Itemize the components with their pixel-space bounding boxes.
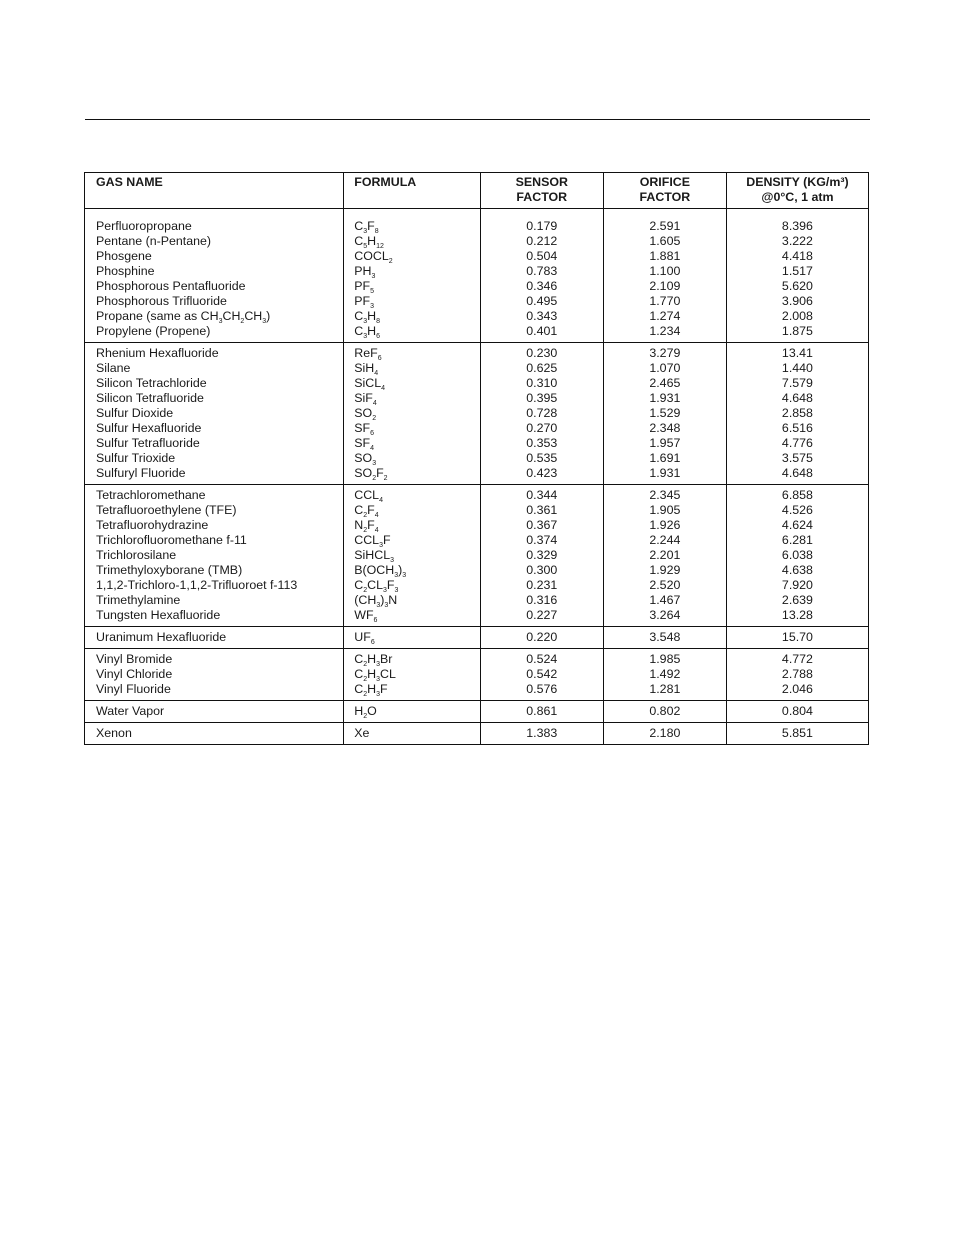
cell-density: 1.875 (726, 324, 868, 343)
header-orifice-line1: ORIFICE (639, 175, 690, 189)
cell-density: 1.440 (726, 361, 868, 376)
row-group (85, 209, 869, 343)
cell-sensor-factor: 0.230 (480, 343, 603, 362)
cell-sensor-factor: 0.783 (480, 264, 603, 279)
cell-gas-name: Tetrafluorohydrazine (85, 518, 344, 533)
cell-sensor-factor: 1.383 (480, 723, 603, 745)
cell-gas-name: Water Vapor (85, 701, 344, 723)
cell-orifice-factor: 2.591 (603, 209, 726, 235)
cell-formula: SiF$_4$ (344, 391, 480, 406)
cell-sensor-factor: 0.423 (480, 466, 603, 485)
cell-sensor-factor: 0.367 (480, 518, 603, 533)
cell-orifice-factor: 2.348 (603, 421, 726, 436)
cell-gas-name: Sulfur Dioxide (85, 406, 344, 421)
table-row (85, 649, 869, 668)
cell-gas-name: Silicon Tetrafluoride (85, 391, 344, 406)
table-row (85, 234, 869, 249)
row-group (85, 485, 869, 627)
cell-sensor-factor: 0.179 (480, 209, 603, 235)
gas-factor-table (84, 172, 869, 745)
cell-gas-name: Silane (85, 361, 344, 376)
cell-density: 4.418 (726, 249, 868, 264)
cell-formula: $C_3F_8$ (344, 209, 480, 235)
header-sensor-line1: SENSOR (515, 175, 568, 189)
cell-formula: $PF_3$ (344, 294, 480, 309)
cell-orifice-factor: 3.279 (603, 343, 726, 362)
table-row (85, 667, 869, 682)
cell-gas-name: Phosphine (85, 264, 344, 279)
cell-sensor-factor: 0.270 (480, 421, 603, 436)
cell-gas-name: Perfluoropropane (85, 209, 344, 235)
cell-formula: $CCL_3F$ (344, 533, 480, 548)
cell-sensor-factor: 0.300 (480, 563, 603, 578)
cell-formula: $SO_2F_2$ (344, 466, 480, 485)
cell-gas-name: Vinyl Bromide (85, 649, 344, 668)
header-sensor-factor (480, 173, 603, 209)
cell-sensor-factor: 0.728 (480, 406, 603, 421)
cell-density: 4.648 (726, 466, 868, 485)
cell-sensor-factor: 0.361 (480, 503, 603, 518)
table-row (85, 421, 869, 436)
cell-density: 6.516 (726, 421, 868, 436)
cell-formula: $(CH_3)_3N$ (344, 593, 480, 608)
cell-sensor-factor: 0.329 (480, 548, 603, 563)
cell-sensor-factor: 0.231 (480, 578, 603, 593)
cell-formula: $SO_3$ (344, 451, 480, 466)
cell-sensor-factor: 0.212 (480, 234, 603, 249)
row-group (85, 649, 869, 701)
cell-gas-name: Trichlorosilane (85, 548, 344, 563)
cell-density: 7.920 (726, 578, 868, 593)
table-row (85, 563, 869, 578)
cell-orifice-factor: 1.931 (603, 466, 726, 485)
table-row (85, 294, 869, 309)
cell-gas-name: Propylene (Propene) (85, 324, 344, 343)
cell-formula: $PH_3$ (344, 264, 480, 279)
cell-gas-name: 1,1,2-Trichloro-1,1,2-Trifluoroet f-113 (85, 578, 344, 593)
table-row (85, 451, 869, 466)
cell-density: 5.851 (726, 723, 868, 745)
cell-density: 0.804 (726, 701, 868, 723)
header-density (726, 173, 868, 209)
cell-orifice-factor: 1.881 (603, 249, 726, 264)
table-row (85, 608, 869, 627)
cell-formula: $WF_6$ (344, 608, 480, 627)
cell-orifice-factor: 1.492 (603, 667, 726, 682)
cell-sensor-factor: 0.344 (480, 485, 603, 504)
cell-density: 6.281 (726, 533, 868, 548)
table-row (85, 436, 869, 451)
cell-orifice-factor: 1.467 (603, 593, 726, 608)
table-row (85, 548, 869, 563)
cell-sensor-factor: 0.395 (480, 391, 603, 406)
cell-orifice-factor: 3.264 (603, 608, 726, 627)
table-row (85, 701, 869, 723)
cell-density: 4.648 (726, 391, 868, 406)
cell-density: 5.620 (726, 279, 868, 294)
row-group (85, 343, 869, 485)
table-row (85, 391, 869, 406)
cell-sensor-factor: 0.316 (480, 593, 603, 608)
table-header (85, 173, 869, 209)
table-row (85, 309, 869, 324)
header-orifice-line2: FACTOR (639, 190, 691, 204)
cell-gas-name: Tetrafluoroethylene (TFE) (85, 503, 344, 518)
cell-gas-name: Phosphorous Pentafluoride (85, 279, 344, 294)
cell-density: 2.788 (726, 667, 868, 682)
cell-sensor-factor: 0.374 (480, 533, 603, 548)
header-orifice-factor (603, 173, 726, 209)
table-row (85, 361, 869, 376)
table-row (85, 343, 869, 362)
cell-density: 6.858 (726, 485, 868, 504)
table-row (85, 324, 869, 343)
cell-formula: $C_2CL_3F_3$ (344, 578, 480, 593)
cell-gas-name: Vinyl Chloride (85, 667, 344, 682)
cell-density: 2.858 (726, 406, 868, 421)
table-row (85, 209, 869, 235)
cell-gas-name: Sulfur Hexafluoride (85, 421, 344, 436)
cell-formula: $C_3H_6$ (344, 324, 480, 343)
cell-sensor-factor: 0.227 (480, 608, 603, 627)
cell-orifice-factor: 1.770 (603, 294, 726, 309)
cell-gas-name: Rhenium Hexafluoride (85, 343, 344, 362)
cell-formula: $C_3H_8$ (344, 309, 480, 324)
table-row (85, 406, 869, 421)
table-row (85, 518, 869, 533)
top-rule (85, 119, 870, 120)
cell-sensor-factor: 0.576 (480, 682, 603, 701)
cell-formula: $PF_5$ (344, 279, 480, 294)
cell-sensor-factor: 0.524 (480, 649, 603, 668)
cell-orifice-factor: 2.180 (603, 723, 726, 745)
cell-gas-name: Sulfur Trioxide (85, 451, 344, 466)
cell-gas-name: Tungsten Hexafluoride (85, 608, 344, 627)
cell-formula: ReF$_6$ (344, 343, 480, 362)
cell-sensor-factor: 0.542 (480, 667, 603, 682)
row-group (85, 701, 869, 723)
cell-formula: $C_2H_3Br$ (344, 649, 480, 668)
cell-density: 4.526 (726, 503, 868, 518)
header-formula (344, 173, 480, 209)
cell-density: 15.70 (726, 627, 868, 649)
cell-gas-name: Xenon (85, 723, 344, 745)
cell-orifice-factor: 1.957 (603, 436, 726, 451)
cell-density: 4.776 (726, 436, 868, 451)
cell-formula: SiHCL$_3$ (344, 548, 480, 563)
cell-orifice-factor: 0.802 (603, 701, 726, 723)
cell-formula: SiH$_4$ (344, 361, 480, 376)
cell-sensor-factor: 0.861 (480, 701, 603, 723)
cell-formula: $SF_4$ (344, 436, 480, 451)
table-row (85, 485, 869, 504)
cell-orifice-factor: 1.931 (603, 391, 726, 406)
table-row (85, 279, 869, 294)
cell-gas-name: Trimethyloxyborane (TMB) (85, 563, 344, 578)
cell-orifice-factor: 1.274 (603, 309, 726, 324)
cell-orifice-factor: 2.244 (603, 533, 726, 548)
cell-gas-name: Sulfuryl Fluoride (85, 466, 344, 485)
cell-sensor-factor: 0.495 (480, 294, 603, 309)
cell-orifice-factor: 1.929 (603, 563, 726, 578)
table-row (85, 376, 869, 391)
cell-formula: Xe (344, 723, 480, 745)
cell-density: 4.772 (726, 649, 868, 668)
cell-gas-name: Tetrachloromethane (85, 485, 344, 504)
cell-formula: $UF_6$ (344, 627, 480, 649)
cell-density: 2.008 (726, 309, 868, 324)
table-row (85, 249, 869, 264)
cell-orifice-factor: 1.905 (603, 503, 726, 518)
cell-sensor-factor: 0.310 (480, 376, 603, 391)
cell-density: 3.575 (726, 451, 868, 466)
cell-formula: $SF_6$ (344, 421, 480, 436)
table-row (85, 578, 869, 593)
cell-gas-name: Vinyl Fluoride (85, 682, 344, 701)
header-density-line2: @0°C, 1 atm (761, 190, 834, 204)
cell-orifice-factor: 1.926 (603, 518, 726, 533)
cell-gas-name: Phosgene (85, 249, 344, 264)
cell-density: 1.517 (726, 264, 868, 279)
cell-sensor-factor: 0.343 (480, 309, 603, 324)
header-density-line1: DENSITY (KG/m³) (746, 175, 849, 189)
cell-density: 2.639 (726, 593, 868, 608)
cell-density: 2.046 (726, 682, 868, 701)
cell-density: 13.28 (726, 608, 868, 627)
cell-formula: $C_2F_4$ (344, 503, 480, 518)
cell-density: 4.624 (726, 518, 868, 533)
table-row (85, 264, 869, 279)
table-row (85, 593, 869, 608)
cell-density: 3.906 (726, 294, 868, 309)
cell-orifice-factor: 2.465 (603, 376, 726, 391)
header-formula-text: FORMULA (354, 175, 417, 189)
row-group (85, 723, 869, 745)
cell-orifice-factor: 2.345 (603, 485, 726, 504)
cell-density: 4.638 (726, 563, 868, 578)
cell-gas-name: Trimethylamine (85, 593, 344, 608)
cell-orifice-factor: 1.070 (603, 361, 726, 376)
cell-orifice-factor: 1.281 (603, 682, 726, 701)
cell-orifice-factor: 1.234 (603, 324, 726, 343)
cell-gas-name: Uranimum Hexafluoride (85, 627, 344, 649)
table-row (85, 682, 869, 701)
cell-orifice-factor: 2.520 (603, 578, 726, 593)
table-row (85, 533, 869, 548)
cell-gas-name: Sulfur Tetrafluoride (85, 436, 344, 451)
cell-formula: $B(OCH_3)_3$ (344, 563, 480, 578)
cell-orifice-factor: 1.691 (603, 451, 726, 466)
cell-sensor-factor: 0.353 (480, 436, 603, 451)
cell-formula: $CCL_4$ (344, 485, 480, 504)
cell-gas-name: Silicon Tetrachloride (85, 376, 344, 391)
table-row (85, 503, 869, 518)
table-row (85, 627, 869, 649)
cell-gas-name: Pentane (n-Pentane) (85, 234, 344, 249)
cell-orifice-factor: 2.109 (603, 279, 726, 294)
cell-sensor-factor: 0.625 (480, 361, 603, 376)
cell-formula: $C_2H_3F$ (344, 682, 480, 701)
cell-formula: $C_2H_3CL$ (344, 667, 480, 682)
cell-density: 7.579 (726, 376, 868, 391)
cell-orifice-factor: 2.201 (603, 548, 726, 563)
cell-density: 8.396 (726, 209, 868, 235)
cell-gas-name: Trichlorofluoromethane f-11 (85, 533, 344, 548)
table-row (85, 723, 869, 745)
cell-formula: $COCL_2$ (344, 249, 480, 264)
cell-orifice-factor: 1.100 (603, 264, 726, 279)
cell-orifice-factor: 1.985 (603, 649, 726, 668)
cell-sensor-factor: 0.401 (480, 324, 603, 343)
cell-formula: SiCL$_4$ (344, 376, 480, 391)
cell-density: 6.038 (726, 548, 868, 563)
cell-formula: $SO_2$ (344, 406, 480, 421)
cell-orifice-factor: 3.548 (603, 627, 726, 649)
cell-density: 3.222 (726, 234, 868, 249)
cell-orifice-factor: 1.605 (603, 234, 726, 249)
cell-orifice-factor: 1.529 (603, 406, 726, 421)
cell-formula: $N_2F_4$ (344, 518, 480, 533)
header-gas-name-text: GAS NAME (96, 175, 163, 189)
table-row (85, 466, 869, 485)
cell-sensor-factor: 0.220 (480, 627, 603, 649)
row-group (85, 627, 869, 649)
cell-formula: $H_2O$ (344, 701, 480, 723)
cell-gas-name: Phosphorous Trifluoride (85, 294, 344, 309)
cell-sensor-factor: 0.504 (480, 249, 603, 264)
cell-gas-name: Propane (same as $CH_3CH_2CH_3$) (85, 309, 344, 324)
header-sensor-line2: FACTOR (516, 190, 568, 204)
cell-sensor-factor: 0.346 (480, 279, 603, 294)
header-gas-name (85, 173, 344, 209)
cell-formula: $C_5H_{12}$ (344, 234, 480, 249)
cell-density: 13.41 (726, 343, 868, 362)
cell-sensor-factor: 0.535 (480, 451, 603, 466)
